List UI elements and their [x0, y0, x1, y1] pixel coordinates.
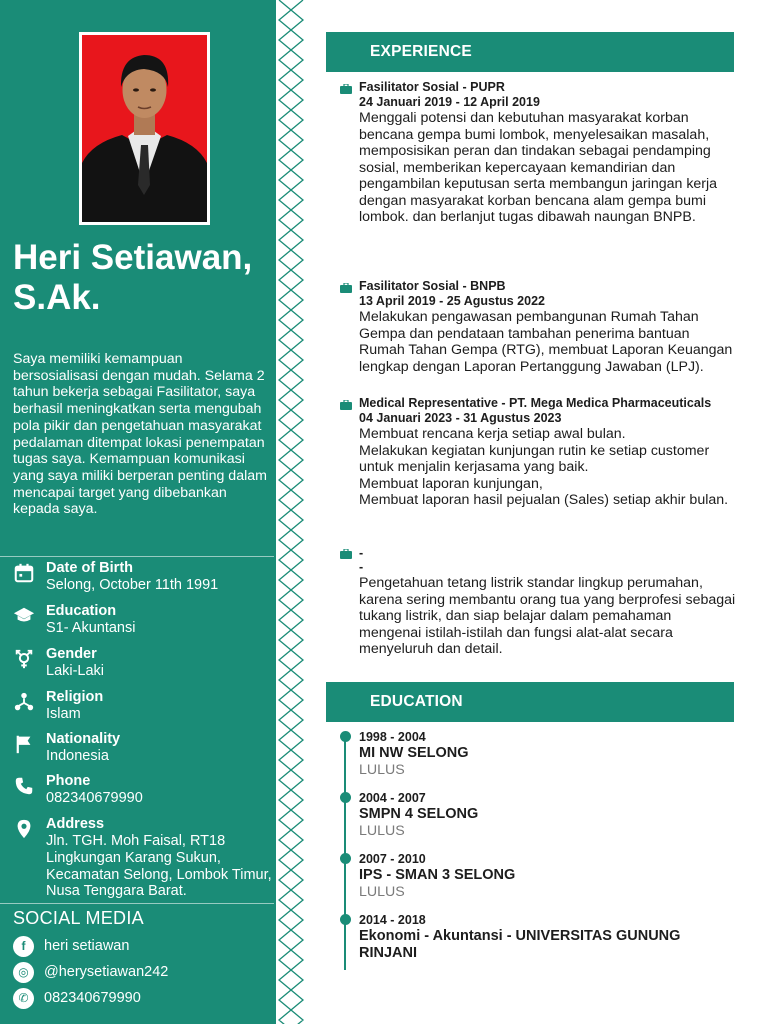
- education-status: LULUS: [359, 762, 405, 778]
- profile-summary: Saya memiliki kemampuan bersosialisasi dengan mudah. Selama 2 tahun bekerja sebagai Fasilitator, saya berhasil meningkatkan serta mengubah pola pikir dan pengetahuan masyarakat pedalaman ditempat lokasi penempatan tugas saya. Kemampuan komunikasi yang saya miliki berperan penting dalam mencapai target yang dibebankan kepada saya.: [13, 351, 267, 518]
- social-facebook[interactable]: [13, 936, 273, 958]
- education-status: LULUS: [359, 823, 405, 839]
- info-label: Nationality: [46, 731, 121, 747]
- full-name: Heri Setiawan, S.Ak.: [13, 238, 253, 317]
- education-item: [340, 852, 734, 904]
- info-value: S1- Akuntansi: [46, 620, 136, 636]
- social-whatsapp[interactable]: [13, 988, 273, 1010]
- info-gender: [13, 646, 275, 686]
- education-status: LULUS: [359, 884, 405, 900]
- social-instagram[interactable]: [13, 962, 273, 984]
- diamond-lattice-border: [276, 0, 306, 1024]
- experience-item: [340, 80, 734, 250]
- info-education: [13, 603, 275, 643]
- timeline-dot: [340, 731, 351, 742]
- social-handle[interactable]: @herysetiawan242: [44, 964, 169, 980]
- experience-item: [340, 545, 734, 660]
- experience-description: Melakukan pengawasan pembangunan Rumah Tahan Gempa dan pendataan tambahan penerima bantuan Rumah Tahan Gempa (RTG), membuat Laporan Keuangan lengkap dengan Laporan Pertanggung Jawaban (LPJ).: [359, 309, 733, 375]
- experience-banner: [326, 32, 734, 72]
- briefcase-icon: [340, 549, 352, 559]
- timeline-dot: [340, 792, 351, 803]
- location-pin-icon: [13, 818, 35, 840]
- education-item: [340, 791, 734, 843]
- experience-title: Medical Representative - PT. Mega Medica Pharmaceuticals: [359, 396, 712, 410]
- experience-date: 04 Januari 2023 - 31 Agustus 2023: [359, 411, 562, 425]
- briefcase-icon: [340, 283, 352, 293]
- portrait-illustration: [82, 35, 207, 222]
- experience-title: Fasilitator Sosial - BNPB: [359, 279, 506, 293]
- experience-date: 13 April 2019 - 25 Agustus 2022: [359, 294, 545, 308]
- education-school: IPS - SMAN 3 SELONG: [359, 867, 516, 883]
- network-icon: [13, 691, 35, 713]
- info-value: Islam: [46, 706, 81, 722]
- timeline-dot: [340, 853, 351, 864]
- education-school: Ekonomi - Akuntansi - UNIVERSITAS GUNUNG RINJANI: [359, 928, 681, 961]
- experience-item: [340, 279, 734, 394]
- education-heading: EDUCATION: [370, 693, 463, 710]
- timeline-dot: [340, 914, 351, 925]
- info-date-of-birth: [13, 560, 275, 600]
- info-label: Date of Birth: [46, 560, 133, 576]
- education-years: 2007 - 2010: [359, 852, 426, 866]
- info-religion: [13, 689, 275, 729]
- profile-photo: [82, 35, 207, 222]
- calendar-icon: [13, 562, 35, 584]
- experience-date: -: [359, 560, 364, 574]
- info-label: Gender: [46, 646, 97, 662]
- info-value: 082340679990: [46, 790, 143, 806]
- sidebar: [0, 0, 276, 1024]
- gender-icon: [13, 648, 35, 670]
- sidebar-divider: [0, 903, 274, 904]
- experience-heading: EXPERIENCE: [370, 43, 472, 60]
- info-value: Indonesia: [46, 748, 109, 764]
- experience-date: 24 Januari 2019 - 12 April 2019: [359, 95, 540, 109]
- experience-title: -: [359, 546, 364, 560]
- experience-description: Menggali potensi dan kebutuhan masyarakat korban bencana gempa bumi lombok, menyelesaikan masalah, memposisikan peran dan tindakan sebagai pendamping sosial, memberikan kepercayaan kemandirian dan pengambilan keputusan serta membangun jaringan kerja dengan masyarakat korban bencana alam gempa bumi lombok. dan berlanjut tugas dibawah naungan BNPB.: [359, 110, 718, 225]
- education-school: SMPN 4 SELONG: [359, 806, 479, 822]
- briefcase-icon: [340, 400, 352, 410]
- briefcase-icon: [340, 84, 352, 94]
- whatsapp-icon: ✆: [13, 988, 34, 1009]
- education-years: 2004 - 2007: [359, 791, 426, 805]
- education-banner: [326, 682, 734, 722]
- education-years: 1998 - 2004: [359, 730, 426, 744]
- info-label: Address: [46, 816, 105, 832]
- info-label: Religion: [46, 689, 104, 705]
- social-media-title: SOCIAL MEDIA: [13, 908, 144, 928]
- flag-icon: [13, 733, 35, 755]
- experience-title: Fasilitator Sosial - PUPR: [359, 80, 505, 94]
- education-item: [340, 730, 734, 782]
- education-school: MI NW SELONG: [359, 745, 469, 761]
- sidebar-divider: [0, 556, 274, 557]
- education-item: [340, 913, 734, 965]
- experience-description: Membuat rencana kerja setiap awal bulan. Melakukan kegiatan kunjungan rutin ke setiap customer untuk menjalin kerjasama yang baik. Membuat laporan kunjungan, Membuat laporan hasil pejualan (Sales) setiap akhir bulan.: [359, 426, 729, 508]
- phone-icon: [13, 775, 35, 797]
- profile-photo-frame: [79, 32, 210, 225]
- education-years: 2014 - 2018: [359, 913, 426, 927]
- info-value: Laki-Laki: [46, 663, 105, 679]
- info-value: Jln. TGH. Moh Faisal, RT18 Lingkungan Karang Sukun, Kecamatan Selong, Lombok Timur, Nusa Tenggara Barat.: [46, 833, 272, 900]
- experience-description: Pengetahuan tetang listrik standar lingkup perumahan, karena sering membantu orang tua yang berprofesi sebagai tukang listrik, dan siap belajar dalam pemahaman mengenai istilah-istilah dan fungsi alat-alat secara menyeluruh dan detail.: [359, 575, 736, 657]
- info-value: Selong, October 11th 1991: [46, 577, 219, 593]
- social-handle[interactable]: heri setiawan: [44, 938, 130, 954]
- graduation-cap-icon: [13, 605, 35, 627]
- info-nationality: [13, 731, 275, 771]
- experience-item: [340, 396, 734, 528]
- info-phone: [13, 773, 275, 813]
- instagram-icon: ◎: [13, 962, 34, 983]
- facebook-icon: f: [13, 936, 34, 957]
- info-label: Education: [46, 603, 117, 619]
- social-handle[interactable]: 082340679990: [44, 990, 141, 1006]
- info-address: [13, 816, 275, 902]
- info-label: Phone: [46, 773, 91, 789]
